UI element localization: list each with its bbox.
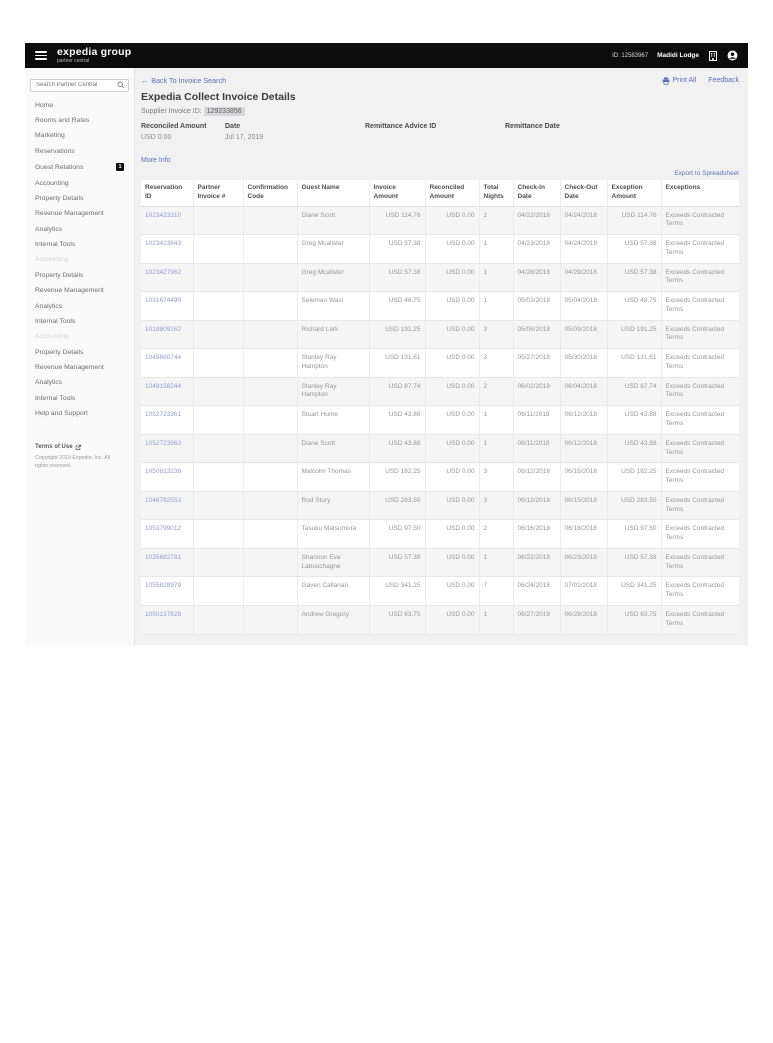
- table-row: [141, 434, 739, 463]
- cell-partner-invoice-: [193, 520, 243, 549]
- cell-guest-name: Greg Mcalister: [297, 235, 369, 264]
- sidebar-item-analytics[interactable]: [25, 298, 134, 313]
- sidebar-item-label: Accounting: [35, 333, 69, 341]
- cell-reservation-id: [141, 377, 193, 406]
- cell-partner-invoice-: [193, 349, 243, 378]
- cell-partner-invoice-: [193, 577, 243, 606]
- cell-guest-name: Stuart Hume: [297, 406, 369, 435]
- cell-check-in-date: 04/22/2018: [513, 206, 560, 235]
- cell-partner-invoice-: [193, 491, 243, 520]
- cell-reservation-id: [141, 320, 193, 349]
- sidebar-item-label: Revenue Management: [35, 210, 104, 218]
- cell-check-out-date: 06/23/2018: [560, 548, 607, 577]
- main-content: [135, 68, 748, 645]
- column-header-total-nights: Total Nights: [479, 180, 513, 206]
- cell-total-nights: 3: [479, 349, 513, 378]
- cell-exceptions: Exceeds Contracted Terms: [661, 235, 739, 264]
- cell-guest-name: Diane Scott: [297, 434, 369, 463]
- sidebar-item-reservations[interactable]: [25, 144, 134, 159]
- table-row: [141, 349, 739, 378]
- table-row: [141, 320, 739, 349]
- summary-label: Remittance Advice ID: [365, 123, 437, 130]
- summary-date: [225, 123, 365, 142]
- column-header-guest-name: Guest Name: [297, 180, 369, 206]
- cell-check-in-date: 06/12/2018: [513, 491, 560, 520]
- sidebar-item-accounting[interactable]: [25, 329, 134, 344]
- cell-check-out-date: 06/18/2018: [560, 520, 607, 549]
- cell-exception-amount: USD 97.50: [607, 520, 661, 549]
- cell-exception-amount: USD 57.38: [607, 235, 661, 264]
- cell-reconciled-amount: USD 0.00: [425, 206, 479, 235]
- cell-check-in-date: 04/28/2018: [513, 263, 560, 292]
- summary-remittance-advice-id: [365, 123, 505, 142]
- cell-check-in-date: 06/12/2018: [513, 463, 560, 492]
- cell-exceptions: Exceeds Contracted Terms: [661, 491, 739, 520]
- sidebar-item-label: Analytics: [35, 379, 63, 387]
- reservation-id-link[interactable]: 1050137628: [145, 610, 182, 618]
- cell-guest-name: Stanley Ray Hampton: [297, 349, 369, 378]
- cell-guest-name: Shannon Eva Labuschagne: [297, 548, 369, 577]
- cell-guest-name: Greg Mcalister: [297, 263, 369, 292]
- table-row: [141, 463, 739, 492]
- cell-check-out-date: 04/24/2018: [560, 206, 607, 235]
- cell-total-nights: 3: [479, 491, 513, 520]
- sidebar-item-label: Analytics: [35, 302, 63, 310]
- cell-check-out-date: 04/29/2018: [560, 263, 607, 292]
- summary-label: Reconciled Amount: [141, 123, 207, 130]
- cell-guest-name: Tasuku Matsumura: [297, 520, 369, 549]
- cell-check-in-date: 05/03/2018: [513, 292, 560, 321]
- cell-reservation-id: [141, 292, 193, 321]
- cell-exception-amount: USD 57.38: [607, 548, 661, 577]
- print-all-label: Print All: [672, 77, 697, 84]
- sidebar-item-label: Accounting: [35, 179, 69, 187]
- cell-confirmation-code: [243, 377, 297, 406]
- cell-invoice-amount: USD 57.38: [369, 263, 425, 292]
- cell-check-in-date: 06/22/2018: [513, 548, 560, 577]
- sidebar-item-home[interactable]: [25, 98, 134, 113]
- back-link-label: Back To Invoice Search: [151, 76, 227, 85]
- cell-check-out-date: 06/12/2018: [560, 406, 607, 435]
- cell-partner-invoice-: [193, 434, 243, 463]
- reservation-id-link[interactable]: 1055828979: [145, 582, 182, 590]
- cell-exceptions: Exceeds Contracted Terms: [661, 206, 739, 235]
- sidebar-item-analytics[interactable]: [25, 222, 134, 237]
- cell-invoice-amount: USD 182.25: [369, 463, 425, 492]
- sidebar-item-label: Reservations: [35, 147, 75, 155]
- cell-check-out-date: 06/28/2018: [560, 605, 607, 634]
- reservation-id-link[interactable]: 1031674490: [145, 297, 182, 305]
- cell-reservation-id: [141, 577, 193, 606]
- printer-icon: [662, 77, 670, 85]
- cell-total-nights: 3: [479, 463, 513, 492]
- reservation-id-link[interactable]: 1023423843: [145, 240, 182, 248]
- sidebar-item-rooms-and-rates[interactable]: [25, 113, 134, 128]
- cell-check-in-date: 06/24/2018: [513, 577, 560, 606]
- property-building-icon[interactable]: [708, 51, 718, 61]
- cell-total-nights: 1: [479, 292, 513, 321]
- cell-reservation-id: [141, 548, 193, 577]
- cell-check-out-date: 06/12/2018: [560, 434, 607, 463]
- cell-check-in-date: 05/06/2018: [513, 320, 560, 349]
- cell-invoice-amount: USD 63.75: [369, 605, 425, 634]
- cell-check-out-date: 07/01/2018: [560, 577, 607, 606]
- sidebar-item-label: Property Details: [35, 348, 84, 356]
- cell-check-out-date: 05/04/2018: [560, 292, 607, 321]
- table-row: [141, 292, 739, 321]
- cell-guest-name: Stanley Ray Hampton: [297, 377, 369, 406]
- summary-value: [505, 134, 560, 142]
- supplier-invoice-label: Supplier Invoice ID:: [141, 108, 202, 115]
- sidebar-item-property-details[interactable]: [25, 268, 134, 283]
- cell-guest-name: Diane Scott: [297, 206, 369, 235]
- cell-exceptions: Exceeds Contracted Terms: [661, 349, 739, 378]
- sidebar-item-property-details[interactable]: [25, 191, 134, 206]
- sidebar-item-internal-tools[interactable]: [25, 314, 134, 329]
- sidebar-item-guest-relations[interactable]: [25, 159, 134, 175]
- cell-exception-amount: USD 131.61: [607, 349, 661, 378]
- cell-check-out-date: 05/30/2018: [560, 349, 607, 378]
- cell-total-nights: 1: [479, 406, 513, 435]
- cell-exception-amount: USD 283.50: [607, 491, 661, 520]
- table-row: [141, 377, 739, 406]
- cell-partner-invoice-: [193, 548, 243, 577]
- cell-reservation-id: [141, 406, 193, 435]
- cell-reconciled-amount: USD 0.00: [425, 520, 479, 549]
- cell-exception-amount: USD 341.25: [607, 577, 661, 606]
- cell-confirmation-code: [243, 548, 297, 577]
- reservation-id-link[interactable]: 1023427962: [145, 268, 182, 276]
- table-row: [141, 263, 739, 292]
- page-title: Expedia Collect Invoice Details: [141, 91, 296, 103]
- cell-exceptions: Exceeds Contracted Terms: [661, 577, 739, 606]
- cell-check-in-date: 06/11/2018: [513, 406, 560, 435]
- cell-reconciled-amount: USD 0.00: [425, 577, 479, 606]
- cell-exception-amount: USD 63.75: [607, 605, 661, 634]
- reservation-id-link[interactable]: 1052723963: [145, 439, 182, 447]
- cell-check-in-date: 05/27/2018: [513, 349, 560, 378]
- cell-exception-amount: USD 43.88: [607, 406, 661, 435]
- reservation-id-link[interactable]: 1035682781: [145, 553, 182, 561]
- cell-exceptions: Exceeds Contracted Terms: [661, 320, 739, 349]
- cell-exceptions: Exceeds Contracted Terms: [661, 520, 739, 549]
- cell-partner-invoice-: [193, 463, 243, 492]
- terms-of-use-link[interactable]: [35, 444, 81, 450]
- invoice-table-header: [141, 180, 739, 206]
- sidebar-item-label: Guest Relations: [35, 163, 84, 171]
- cell-invoice-amount: USD 48.75: [369, 292, 425, 321]
- sidebar-item-marketing[interactable]: [25, 128, 134, 143]
- cell-reconciled-amount: USD 0.00: [425, 463, 479, 492]
- summary-value: USD 0.00: [141, 134, 172, 141]
- table-row: [141, 548, 739, 577]
- cell-exception-amount: USD 48.75: [607, 292, 661, 321]
- export-to-spreadsheet-link[interactable]: Export to Spreadsheet: [674, 170, 739, 177]
- sidebar-item-analytics[interactable]: [25, 375, 134, 390]
- sidebar-item-label: Analytics: [35, 225, 63, 233]
- sidebar-item-accounting[interactable]: [25, 175, 134, 190]
- cell-guest-name: Seleman Wasi: [297, 292, 369, 321]
- summary-value: [365, 134, 505, 142]
- sidebar-item-label: Internal Tools: [35, 394, 76, 402]
- cell-confirmation-code: [243, 520, 297, 549]
- table-row: [141, 605, 739, 634]
- sidebar-item-label: Revenue Management: [35, 364, 104, 372]
- cell-reconciled-amount: USD 0.00: [425, 292, 479, 321]
- cell-check-out-date: 06/15/2018: [560, 463, 607, 492]
- cell-confirmation-code: [243, 491, 297, 520]
- account-id: ID: 12583967: [612, 52, 649, 59]
- cell-invoice-amount: USD 57.38: [369, 235, 425, 264]
- external-link-icon: [75, 444, 81, 450]
- cell-confirmation-code: [243, 320, 297, 349]
- feedback-label: Feedback: [708, 77, 739, 84]
- sidebar-item-internal-tools[interactable]: [25, 237, 134, 252]
- cell-confirmation-code: [243, 406, 297, 435]
- sidebar-item-property-details[interactable]: [25, 345, 134, 360]
- cell-check-in-date: 06/11/2018: [513, 434, 560, 463]
- page-container: [25, 43, 748, 645]
- table-row: [141, 520, 739, 549]
- logo-title: expedia group: [57, 46, 132, 59]
- cell-reconciled-amount: USD 0.00: [425, 263, 479, 292]
- cell-exception-amount: USD 114.76: [607, 206, 661, 235]
- back-to-invoice-search-link[interactable]: [141, 76, 226, 85]
- cell-guest-name: Andrew Gregory: [297, 605, 369, 634]
- cell-reconciled-amount: USD 0.00: [425, 605, 479, 634]
- supplier-invoice-line: [141, 108, 739, 115]
- cell-reservation-id: [141, 349, 193, 378]
- sidebar-item-label: Property Details: [35, 194, 84, 202]
- cell-check-out-date: 06/15/2018: [560, 491, 607, 520]
- sidebar-item-label: Internal Tools: [35, 317, 76, 325]
- supplier-invoice-id: 129233856: [204, 107, 245, 116]
- sidebar-item-accounting[interactable]: [25, 252, 134, 267]
- sidebar-item-label: Internal Tools: [35, 241, 76, 249]
- column-header-reconciled-amount: Reconciled Amount: [425, 180, 479, 206]
- cell-invoice-amount: USD 43.88: [369, 406, 425, 435]
- invoice-table: [141, 180, 739, 635]
- reservation-id-link[interactable]: 1018809162: [145, 325, 182, 333]
- cell-exceptions: Exceeds Contracted Terms: [661, 548, 739, 577]
- cell-total-nights: 2: [479, 206, 513, 235]
- column-header-exceptions: Exceptions: [661, 180, 739, 206]
- cell-confirmation-code: [243, 577, 297, 606]
- cell-partner-invoice-: [193, 235, 243, 264]
- sidebar: [25, 68, 135, 645]
- sidebar-item-label: Marketing: [35, 132, 65, 140]
- cell-guest-name: Malcolm Thomas: [297, 463, 369, 492]
- sidebar-item-label: Property Details: [35, 271, 84, 279]
- search-icon[interactable]: [117, 76, 125, 94]
- cell-reservation-id: [141, 605, 193, 634]
- more-info-link[interactable]: More Info: [141, 157, 171, 164]
- reservation-id-link[interactable]: 1052723361: [145, 411, 182, 419]
- cell-total-nights: 7: [479, 577, 513, 606]
- cell-partner-invoice-: [193, 263, 243, 292]
- cell-total-nights: 1: [479, 263, 513, 292]
- sidebar-item-label: Help and Support: [35, 410, 88, 418]
- cell-invoice-amount: USD 87.74: [369, 377, 425, 406]
- cell-total-nights: 2: [479, 377, 513, 406]
- cell-partner-invoice-: [193, 320, 243, 349]
- cell-invoice-amount: USD 114.76: [369, 206, 425, 235]
- cell-reservation-id: [141, 463, 193, 492]
- cell-partner-invoice-: [193, 406, 243, 435]
- cell-partner-invoice-: [193, 206, 243, 235]
- cell-invoice-amount: USD 283.50: [369, 491, 425, 520]
- cell-reservation-id: [141, 491, 193, 520]
- cell-check-in-date: 04/23/2018: [513, 235, 560, 264]
- sidebar-item-revenue-management[interactable]: [25, 283, 134, 298]
- cell-exceptions: Exceeds Contracted Terms: [661, 377, 739, 406]
- cell-reservation-id: [141, 263, 193, 292]
- cell-exception-amount: USD 57.38: [607, 263, 661, 292]
- cell-exceptions: Exceeds Contracted Terms: [661, 605, 739, 634]
- cell-exception-amount: USD 191.25: [607, 320, 661, 349]
- cell-invoice-amount: USD 191.25: [369, 320, 425, 349]
- cell-total-nights: 3: [479, 320, 513, 349]
- column-header-check-out-date: Check-Out Date: [560, 180, 607, 206]
- sidebar-nav: [25, 98, 134, 422]
- column-header-exception-amount: Exception Amount: [607, 180, 661, 206]
- logo-subtitle: partner central: [57, 57, 90, 64]
- cell-exceptions: Exceeds Contracted Terms: [661, 434, 739, 463]
- cell-exceptions: Exceeds Contracted Terms: [661, 463, 739, 492]
- feedback-link[interactable]: [708, 77, 739, 84]
- column-header-partner-invoice-: Partner Invoice #: [193, 180, 243, 206]
- back-arrow-icon: ←: [141, 76, 149, 85]
- cell-check-out-date: 04/24/2018: [560, 235, 607, 264]
- table-row: [141, 206, 739, 235]
- cell-invoice-amount: USD 341.25: [369, 577, 425, 606]
- cell-reservation-id: [141, 235, 193, 264]
- cell-exceptions: Exceeds Contracted Terms: [661, 263, 739, 292]
- sidebar-item-label: Rooms and Rates: [35, 117, 90, 125]
- summary-value: Jul 17, 2019: [225, 134, 264, 141]
- cell-guest-name: Richard Lark: [297, 320, 369, 349]
- cell-total-nights: 1: [479, 605, 513, 634]
- sidebar-item-label: Accounting: [35, 256, 69, 264]
- cell-reconciled-amount: USD 0.00: [425, 434, 479, 463]
- sidebar-item-label: Revenue Management: [35, 287, 104, 295]
- cell-confirmation-code: [243, 235, 297, 264]
- cell-confirmation-code: [243, 605, 297, 634]
- cell-check-out-date: 06/04/2018: [560, 377, 607, 406]
- column-header-check-in-date: Check-In Date: [513, 180, 560, 206]
- column-header-invoice-amount: Invoice Amount: [369, 180, 425, 206]
- sidebar-item-internal-tools[interactable]: [25, 391, 134, 406]
- reservation-id-link[interactable]: 1046782553: [145, 496, 182, 504]
- cell-reservation-id: [141, 206, 193, 235]
- cell-check-in-date: 06/16/2018: [513, 520, 560, 549]
- cell-confirmation-code: [243, 349, 297, 378]
- cell-partner-invoice-: [193, 605, 243, 634]
- summary-reconciled-amount: [141, 123, 225, 142]
- cell-confirmation-code: [243, 292, 297, 321]
- reservation-id-link[interactable]: 1045860744: [145, 354, 182, 362]
- sidebar-item-revenue-management[interactable]: [25, 206, 134, 221]
- cell-confirmation-code: [243, 434, 297, 463]
- cell-reconciled-amount: USD 0.00: [425, 406, 479, 435]
- cell-total-nights: 1: [479, 548, 513, 577]
- cell-total-nights: 2: [479, 520, 513, 549]
- column-header-reservation-id: Reservation ID: [141, 180, 193, 206]
- cell-exceptions: Exceeds Contracted Terms: [661, 406, 739, 435]
- cell-check-out-date: 05/09/2018: [560, 320, 607, 349]
- cell-reconciled-amount: USD 0.00: [425, 377, 479, 406]
- cell-reconciled-amount: USD 0.00: [425, 320, 479, 349]
- cell-total-nights: 1: [479, 235, 513, 264]
- cell-invoice-amount: USD 57.38: [369, 548, 425, 577]
- cell-confirmation-code: [243, 263, 297, 292]
- cell-reconciled-amount: USD 0.00: [425, 235, 479, 264]
- top-app-bar: [25, 43, 748, 68]
- cell-reconciled-amount: USD 0.00: [425, 548, 479, 577]
- table-row: [141, 406, 739, 435]
- cell-invoice-amount: USD 97.50: [369, 520, 425, 549]
- cell-reservation-id: [141, 520, 193, 549]
- cell-invoice-amount: USD 43.88: [369, 434, 425, 463]
- reservation-id-link[interactable]: 1050813236: [145, 468, 182, 476]
- cell-exceptions: Exceeds Contracted Terms: [661, 292, 739, 321]
- reservation-id-link[interactable]: 1053799012: [145, 525, 182, 533]
- summary-label: Date: [225, 123, 241, 130]
- sidebar-item-label: Home: [35, 101, 54, 109]
- cell-guest-name: Gaven Callanan: [297, 577, 369, 606]
- cell-exception-amount: USD 182.25: [607, 463, 661, 492]
- cell-exception-amount: USD 43.88: [607, 434, 661, 463]
- notification-badge: 1: [116, 163, 124, 171]
- table-row: [141, 491, 739, 520]
- expedia-logo: [57, 47, 131, 64]
- cell-guest-name: Rod Story: [297, 491, 369, 520]
- cell-check-in-date: 06/02/2018: [513, 377, 560, 406]
- sidebar-item-help-and-support[interactable]: [25, 406, 134, 421]
- cell-confirmation-code: [243, 206, 297, 235]
- sidebar-item-revenue-management[interactable]: [25, 360, 134, 375]
- cell-total-nights: 1: [479, 434, 513, 463]
- cell-reconciled-amount: USD 0.00: [425, 349, 479, 378]
- cell-invoice-amount: USD 131.61: [369, 349, 425, 378]
- column-header-confirmation-code: Confirmation Code: [243, 180, 297, 206]
- cell-confirmation-code: [243, 463, 297, 492]
- terms-of-use-label: Terms of Use: [35, 444, 73, 451]
- table-row: [141, 577, 739, 606]
- search-input[interactable]: [30, 79, 129, 92]
- sidebar-footer: [25, 421, 134, 470]
- account-name: Madidi Lodge: [657, 52, 699, 59]
- reservation-id-link[interactable]: 1049158244: [145, 382, 182, 390]
- cell-check-in-date: 06/27/2018: [513, 605, 560, 634]
- cell-exception-amount: USD 87.74: [607, 377, 661, 406]
- reservation-id-link[interactable]: 1023423310: [145, 211, 182, 219]
- print-all-button[interactable]: [662, 77, 697, 85]
- table-row: [141, 235, 739, 264]
- summary-remittance-date: [505, 123, 560, 142]
- hamburger-menu-icon[interactable]: [35, 51, 47, 60]
- cell-partner-invoice-: [193, 292, 243, 321]
- cell-partner-invoice-: [193, 377, 243, 406]
- cell-reconciled-amount: USD 0.00: [425, 491, 479, 520]
- invoice-summary: [141, 123, 739, 142]
- copyright-text: Copyright 2019 Expedia, Inc. All rights reserved.: [35, 455, 111, 469]
- user-account-icon[interactable]: [727, 50, 738, 61]
- cell-reservation-id: [141, 434, 193, 463]
- summary-label: Remittance Date: [505, 123, 560, 130]
